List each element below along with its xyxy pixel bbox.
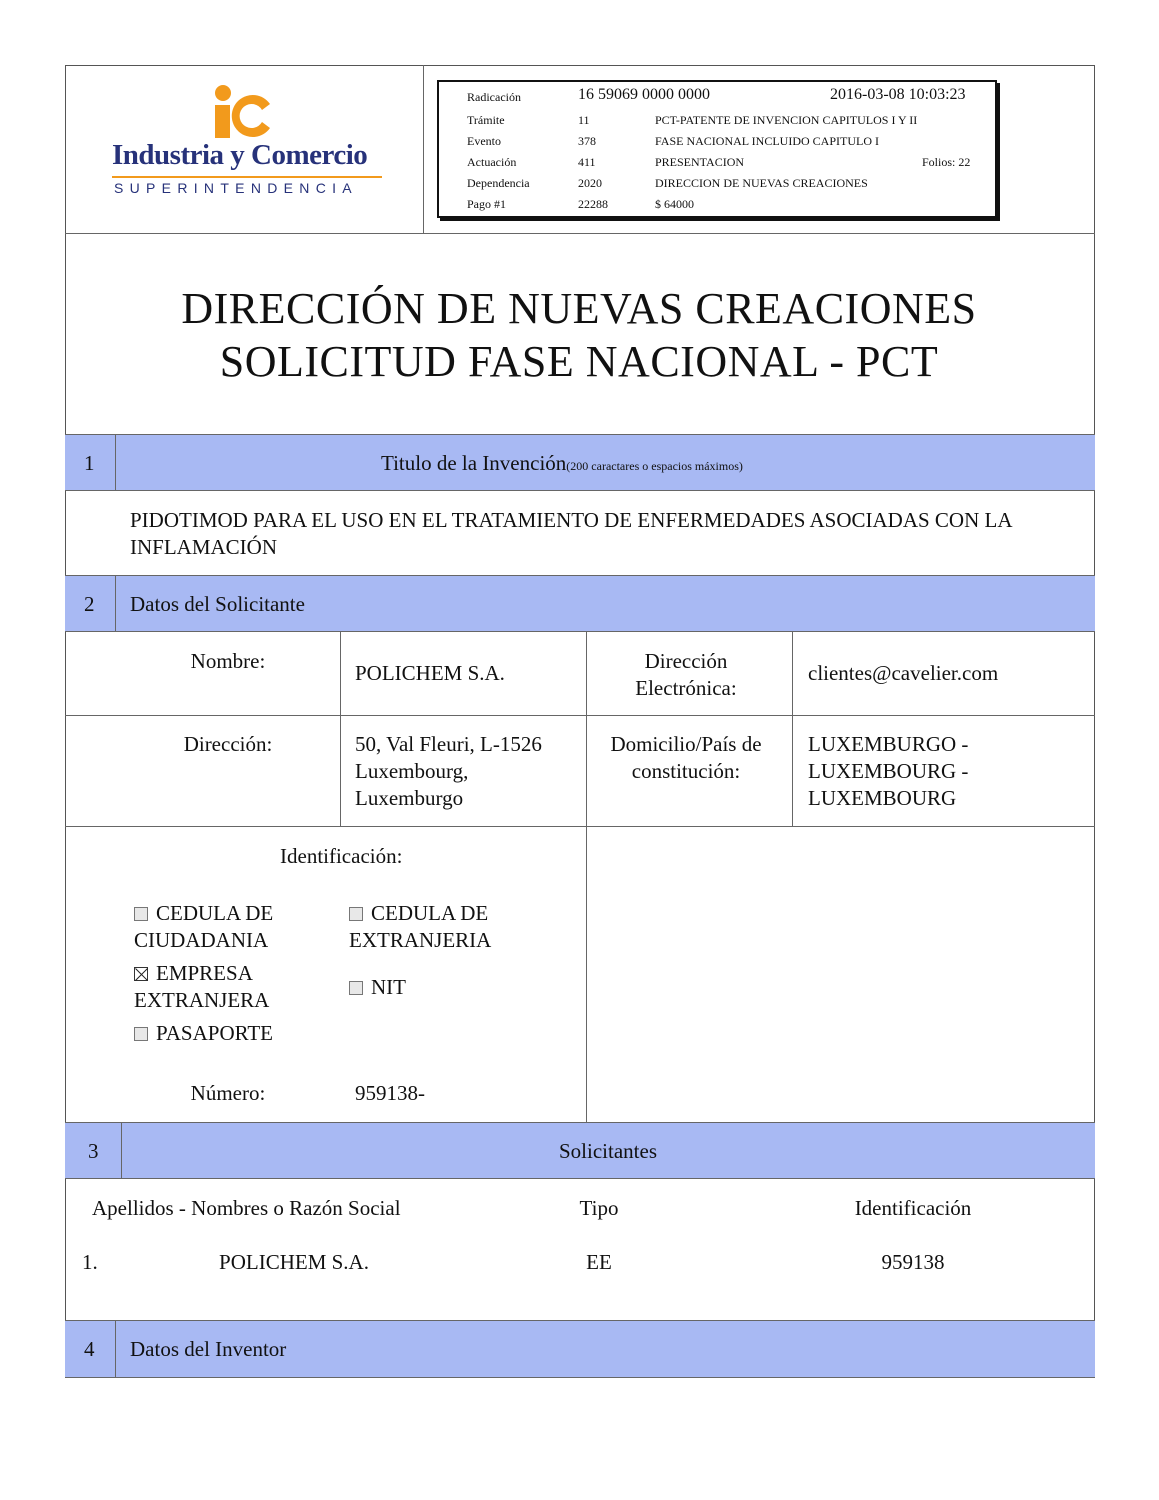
- invention-title: PIDOTIMOD PARA EL USO EN EL TRATAMIENTO DE ENFERMEDADES ASOCIADAS CON LA INFLAMACIÓN: [130, 508, 1012, 559]
- page-subtitle: SOLICITUD FASE NACIONAL - PCT: [219, 337, 939, 386]
- form-frame: [65, 65, 1095, 1378]
- logo-ic-icon: [212, 84, 282, 140]
- option-cedula-extranjeria[interactable]: [349, 900, 549, 954]
- option-label: EMPRESA EXTRANJERA: [134, 961, 270, 1012]
- section-4-divider: [115, 1320, 116, 1377]
- header-bottom-line: [65, 233, 1095, 234]
- option-label: PASAPORTE: [156, 1021, 274, 1045]
- identificacion-label: Identificación:: [280, 844, 403, 868]
- grid-line: [586, 632, 587, 1122]
- grid-line: [65, 826, 1095, 827]
- col-header-tipo: Tipo: [579, 1196, 619, 1220]
- pago-code: 22288: [578, 197, 608, 211]
- col-header-name: Apellidos - Nombres o Razón Social: [92, 1196, 401, 1220]
- section-4-number: 4: [84, 1337, 95, 1361]
- page-title: DIRECCIÓN DE NUEVAS CREACIONES: [181, 284, 977, 333]
- radicacion-label: Radicación: [467, 90, 521, 104]
- section-3-number: 3: [88, 1139, 99, 1163]
- section-2-divider: [115, 575, 116, 632]
- evento-label: Evento: [467, 134, 501, 148]
- tramite-code: 11: [578, 113, 590, 127]
- section-1-number: 1: [84, 451, 95, 475]
- evento-code: 378: [578, 134, 596, 148]
- evento-desc: FASE NACIONAL INCLUIDO CAPITULO I: [655, 134, 879, 148]
- checkbox-cedula-ciudadania[interactable]: [134, 907, 148, 921]
- tramite-desc: PCT-PATENTE DE INVENCION CAPITULOS I Y II: [655, 113, 918, 127]
- logo-divider: [112, 176, 382, 178]
- pago-label: Pago #1: [467, 197, 506, 211]
- folios: Folios: 22: [922, 155, 971, 169]
- pago-amount: $ 64000: [655, 197, 694, 211]
- section-3-label: Solicitantes: [559, 1139, 657, 1163]
- direccion-value: 50, Val Fleuri, L-1526 Luxembourg, Luxemburgo: [355, 732, 542, 810]
- grid-line: [65, 715, 1095, 716]
- section-1-label: [381, 450, 743, 480]
- nombre-value: POLICHEM S.A.: [355, 661, 505, 685]
- col-header-identificacion: Identificación: [854, 1196, 972, 1220]
- logo-title: Industria y Comercio: [112, 139, 368, 171]
- domicilio-label: Domicilio/País de constitución:: [610, 732, 762, 783]
- tramite-label: Trámite: [467, 113, 505, 127]
- checkbox-nit[interactable]: [349, 981, 363, 995]
- dependencia-label: Dependencia: [467, 176, 530, 190]
- logo-subtitle: SUPERINTENDENCIA: [114, 180, 358, 196]
- actuacion-desc: PRESENTACION: [655, 155, 745, 169]
- option-nit[interactable]: [349, 974, 549, 1001]
- option-label: CEDULA DE CIUDADANIA: [134, 901, 274, 952]
- numero-label: Número:: [190, 1081, 266, 1105]
- option-pasaporte[interactable]: [134, 1020, 334, 1047]
- email-label: Dirección Electrónica:: [635, 649, 737, 700]
- section-2-number: 2: [84, 592, 95, 616]
- email-value: clientes@cavelier.com: [808, 661, 999, 685]
- grid-line: [792, 632, 793, 826]
- section-1-label-text: Titulo de la Invención: [381, 451, 567, 475]
- numero-value: 959138-: [355, 1081, 425, 1105]
- option-cedula-ciudadania[interactable]: [134, 900, 334, 954]
- domicilio-value: LUXEMBURGO - LUXEMBOURG - LUXEMBOURG: [808, 732, 969, 810]
- header-divider: [423, 65, 424, 234]
- dependencia-code: 2020: [578, 176, 602, 190]
- row-index: 1.: [82, 1250, 98, 1274]
- row-tipo: EE: [586, 1250, 612, 1274]
- radicacion-stamp: [437, 80, 997, 218]
- actuacion-code: 411: [578, 155, 596, 169]
- radicacion-value: 16 59069 0000 0000: [578, 86, 710, 103]
- option-label: CEDULA DE EXTRANJERIA: [349, 901, 492, 952]
- grid-line: [340, 632, 341, 826]
- checkbox-empresa-extranjera[interactable]: [134, 967, 148, 981]
- option-empresa-extranjera[interactable]: [134, 960, 334, 1014]
- dependencia-desc: DIRECCION DE NUEVAS CREACIONES: [655, 176, 868, 190]
- nombre-label: Nombre:: [190, 649, 266, 673]
- actuacion-label: Actuación: [467, 155, 517, 169]
- row-name: POLICHEM S.A.: [219, 1250, 369, 1274]
- checkbox-pasaporte[interactable]: [134, 1027, 148, 1041]
- radicacion-datetime: 2016-03-08 10:03:23: [830, 86, 966, 103]
- section-4-label: Datos del Inventor: [130, 1337, 287, 1361]
- section-2-label: Datos del Solicitante: [130, 592, 305, 616]
- checkbox-cedula-extranjeria[interactable]: [349, 907, 363, 921]
- section-1-divider: [115, 434, 116, 491]
- row-id: 959138: [881, 1250, 945, 1274]
- section-1-note: (200 caractares o espacios máximos): [566, 459, 743, 473]
- direccion-label: Dirección:: [183, 732, 273, 756]
- option-label: NIT: [371, 975, 406, 999]
